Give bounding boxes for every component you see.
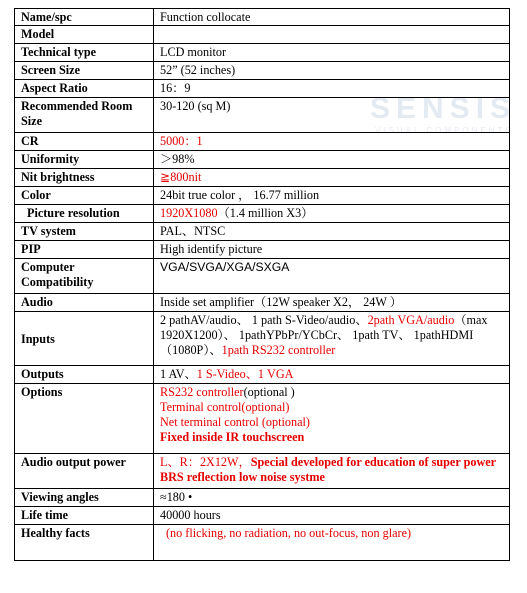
watermark-subtitle: VISUAL COMPONENTS <box>375 126 514 135</box>
label-name: Name/spc <box>15 9 154 26</box>
outputs-part-2: 1 S-Video、 <box>196 367 258 381</box>
value-audio: Inside set amplifier（12W speaker X2， 24W ） <box>154 294 510 312</box>
row-aspect-ratio <box>15 80 510 98</box>
spec-table <box>14 8 510 561</box>
label-healthy-facts: Healthy facts <box>15 525 154 561</box>
value-recommended-room-size: 30-120 (sq M) <box>154 98 510 133</box>
row-life-time <box>15 507 510 525</box>
row-technical-type <box>15 44 510 62</box>
label-life-time: Life time <box>15 507 154 525</box>
row-recommended-room-size <box>15 98 510 133</box>
label-technical-type: Technical type <box>15 44 154 62</box>
row-pip <box>15 241 510 259</box>
options-line-1 <box>160 385 505 400</box>
value-viewing-angles: ≈180 • <box>154 489 510 507</box>
options-line-4: Fixed inside IR touchscreen <box>160 430 305 444</box>
inputs-part-1: 2 pathAV/audio、 1 path S-Video/audio、 <box>160 313 368 327</box>
value-pip: High identify picture <box>154 241 510 259</box>
value-model <box>154 26 510 44</box>
value-nit-brightness: ≧800nit <box>154 169 510 187</box>
label-audio: Audio <box>15 294 154 312</box>
row-picture-resolution <box>15 205 510 223</box>
healthy-facts-text: (no flicking, no radiation, no out-focus, non glare) <box>166 526 412 540</box>
value-cr: 5000：1 <box>154 133 510 151</box>
value-picture-resolution-red: 1920X1080 <box>160 206 218 220</box>
value-technical-type: LCD monitor <box>154 44 510 62</box>
row-viewing-angles <box>15 489 510 507</box>
value-audio-output-power <box>154 454 510 489</box>
label-inputs: Inputs <box>15 312 154 366</box>
value-picture-resolution-note: （1.4 million X3） <box>217 206 314 220</box>
label-cr: CR <box>15 133 154 151</box>
value-options <box>154 384 510 454</box>
label-recommended-room-size: Recommended Room Size <box>15 98 154 133</box>
row-color <box>15 187 510 205</box>
value-name: Function collocate <box>154 9 510 26</box>
row-uniformity <box>15 151 510 169</box>
value-life-time: 40000 hours <box>154 507 510 525</box>
inputs-part-4: 1path RS232 controller <box>221 343 336 357</box>
value-picture-resolution <box>154 205 510 223</box>
outputs-part-1: 1 AV、 <box>160 367 197 381</box>
row-options <box>15 384 510 454</box>
options-rs232: RS232 controller <box>160 385 244 399</box>
row-tv-system <box>15 223 510 241</box>
label-tv-system: TV system <box>15 223 154 241</box>
label-viewing-angles: Viewing angles <box>15 489 154 507</box>
watermark-word: SENSIS <box>370 92 517 125</box>
label-picture-resolution-cell <box>15 205 154 223</box>
row-computer-compatibility <box>15 259 510 294</box>
aop-part-2: Special developed for education of super power BRS reflection low noise systme <box>160 455 496 484</box>
value-computer-compatibility: VGA/SVGA/XGA/SXGA <box>154 259 510 294</box>
row-name <box>15 9 510 26</box>
value-uniformity: ＞98% <box>154 151 510 169</box>
options-line-3: Net terminal control (optional) <box>160 415 310 429</box>
label-color: Color <box>15 187 154 205</box>
row-outputs <box>15 366 510 384</box>
label-options: Options <box>15 384 154 454</box>
value-screen-size: 52” (52 inches) <box>154 62 510 80</box>
value-inputs <box>154 312 510 366</box>
inputs-part-3: （max 1920X1200）、 1pathYPbPr/YCbCr、 1path TV、 1pathHDMI（1080P）、 <box>160 313 488 357</box>
label-outputs: Outputs <box>15 366 154 384</box>
row-healthy-facts <box>15 525 510 561</box>
value-outputs <box>154 366 510 384</box>
options-line-2: Terminal control(optional) <box>160 400 290 414</box>
row-model <box>15 26 510 44</box>
label-computer-compatibility: Computer Compatibility <box>15 259 154 294</box>
row-nit-brightness <box>15 169 510 187</box>
options-rs232-note: (optional ) <box>243 385 295 399</box>
label-screen-size: Screen Size <box>15 62 154 80</box>
row-inputs <box>15 312 510 366</box>
value-tv-system: PAL、NTSC <box>154 223 510 241</box>
row-audio <box>15 294 510 312</box>
label-aspect-ratio: Aspect Ratio <box>15 80 154 98</box>
label-uniformity: Uniformity <box>15 151 154 169</box>
row-screen-size <box>15 62 510 80</box>
label-model: Model <box>15 26 154 44</box>
value-color: 24bit true color ， 16.77 million <box>154 187 510 205</box>
outputs-part-3: 1 VGA <box>257 367 294 381</box>
row-audio-output-power <box>15 454 510 489</box>
inputs-part-2: 2path VGA/audio <box>367 313 455 327</box>
value-healthy-facts <box>154 525 510 561</box>
value-aspect-ratio: 16：9 <box>154 80 510 98</box>
label-pip: PIP <box>15 241 154 259</box>
aop-part-1: L、R：2X12W， <box>160 455 251 469</box>
row-cr <box>15 133 510 151</box>
label-nit-brightness: Nit brightness <box>15 169 154 187</box>
label-audio-output-power: Audio output power <box>15 454 154 489</box>
label-picture-resolution: Picture resolution <box>27 206 120 220</box>
